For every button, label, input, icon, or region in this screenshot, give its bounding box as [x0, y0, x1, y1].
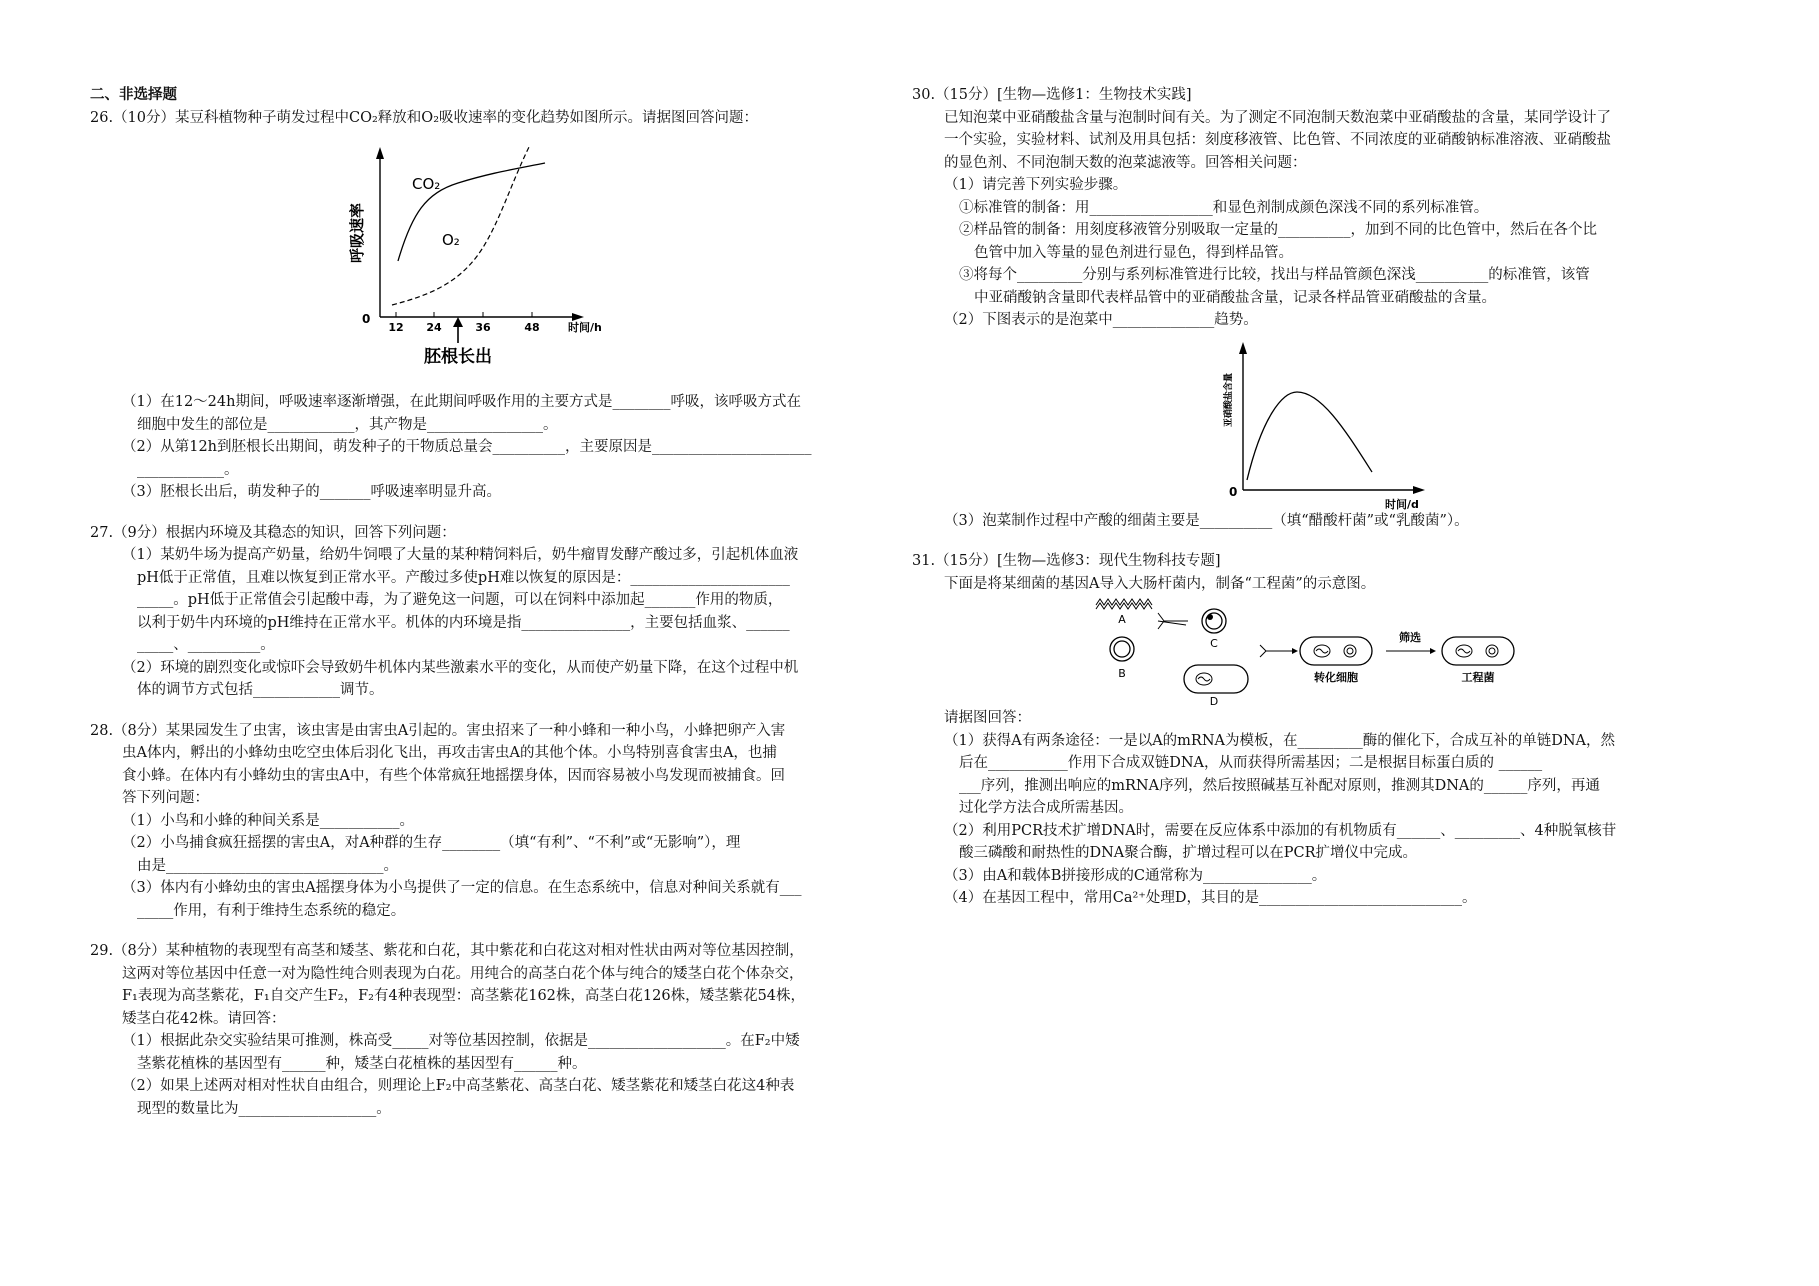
arrow-to-transformed	[1260, 645, 1266, 657]
q28-stem-line2: 虫A体内，孵出的小蜂幼虫吃空虫体后羽化飞出，再攻击害虫A的其他个体。小鸟特别喜食害虫A，也捕	[122, 745, 777, 761]
origin-label: 0	[1229, 484, 1238, 499]
q27-p1-line3: _____。pH低于正常值会引起酸中毒，为了避免这一问题，可以在饲料中添加起_______作用的物质，	[137, 592, 783, 608]
q30-step1: ①标准管的制备：用_________________和显色剂制成颜色深浅不同的系列标准管。	[959, 199, 1489, 216]
q29-p2-line2: 现型的数量比为___________________。	[137, 1100, 391, 1117]
q28-p2-line2: 由是______________________________。	[137, 857, 398, 874]
svg-text:呼吸速率: 呼吸速率	[348, 202, 366, 264]
y-axis-arrow	[1239, 342, 1247, 354]
q31-p1-line1: （1）获得A有两条途径：一是以A的mRNA为模板，在_________酶的催化下，合成互补的单链DNA，然	[944, 732, 1616, 749]
x-axis-label: 时间/h	[568, 321, 602, 334]
label-engineered: 工程菌	[1461, 671, 1495, 684]
q30-p1: （1）请完善下列实验步骤。	[944, 177, 1128, 193]
x-axis-arrow	[572, 313, 584, 321]
engineered-bacteria-diagram	[912, 595, 1712, 707]
x-axis-label: 时间/d	[1385, 497, 1419, 510]
svg-text:亚硝酸盐含量: 亚硝酸盐含量	[1224, 372, 1234, 427]
q26-figure	[90, 129, 872, 391]
engineered-bacteria-icon	[1442, 637, 1514, 665]
q27-stem: 27.（9分）根据内环境及其稳态的知识，回答下列问题：	[90, 524, 456, 541]
nitrite-curve	[1247, 392, 1372, 480]
q27-p1-line4: 以利于奶牛内环境的pH维持在正常水平。机体的内环境是指_______________，主要包括血浆、______	[137, 614, 790, 631]
q27-p1-line5: _____、__________。	[137, 637, 275, 653]
y-axis-arrow	[376, 147, 384, 159]
q30-intro-line2: 一个实验，实验材料、试剂及用具包括：刻度移液管、比色管、不同浓度的亚硝酸钠标准溶液、亚硝酸盐	[944, 132, 1611, 148]
right-column	[912, 84, 1712, 910]
q30-step2-line1: ②样品管的制备：用刻度移液管分别吸取一定量的__________，加到不同的比色管中，然后在各个比	[959, 222, 1597, 238]
o2-label: O₂	[442, 231, 460, 249]
q29-stem-line3: F₁表现为高茎紫花，F₁自交产生F₂，F₂有4种表现型：高茎紫花162株，高茎白花126株，矮茎紫花54株，	[122, 988, 806, 1004]
q26-p2-line1: （2）从第12h到胚根长出期间，萌发种子的干物质总量会__________，主要原因是______________________	[122, 439, 812, 455]
o2-curve	[392, 145, 530, 305]
q31-p2-line1: （2）利用PCR技术扩增DNA时，需要在反应体系中添加的有机物质有______、_________、4种脱氧核苷	[944, 822, 1617, 839]
q28-p3-line2: _____作用，有利于维持生态系统的稳定。	[137, 902, 406, 919]
q30-stem: 30.（15分）[生物—选修1：生物技术实践]	[912, 87, 1192, 103]
tick-24: 24	[426, 321, 442, 334]
q29-p1-line1: （1）根据此杂交实验结果可推测，株高受_____对等位基因控制，依据是___________________。在F₂中矮	[122, 1033, 800, 1049]
q31-stem: 31.（15分）[生物—选修3：现代生物科技专题]	[912, 553, 1221, 569]
section-title: 二、非选择题	[90, 86, 177, 103]
q27-p2-line2: 体的调节方式包括____________调节。	[137, 682, 384, 698]
q27-p1-line2: pH低于正常值，且难以恢复到正常水平。产酸过多使pH难以恢复的原因是：______________________	[137, 569, 790, 586]
q31-p1-line3: ___序列，推测出响应的mRNA序列，然后按照碱基互补配对原则，推测其DNA的______序列，再通	[959, 777, 1600, 794]
respiration-rate-chart	[90, 129, 872, 391]
q26-stem: 26.（10分）某豆科植物种子萌发过程中CO₂释放和O₂吸收速率的变化趋势如图所示。请据图回答问题：	[90, 109, 759, 126]
q29-p2-line1: （2）如果上述两对相对性状自由组合，则理论上F₂中高茎紫花、高茎白花、矮茎紫花和矮茎白花这4种表	[122, 1078, 795, 1094]
tick-48: 48	[524, 321, 540, 334]
transformed-cell-icon	[1300, 637, 1372, 665]
origin-label: 0	[362, 312, 371, 326]
q28-stem-line3: 食小蜂。在体内有小蜂幼虫的害虫A中，有些个体常疯狂地摇摆身体，因而容易被小鸟发现而被捕食。回	[122, 767, 785, 784]
q31-p3: （3）由A和载体B拼接形成的C通常称为_______________。	[944, 867, 1327, 884]
q30-step3-line2: 中亚硝酸钠含量即代表样品管中的亚硝酸盐含量，记录各样品管亚硝酸盐的含量。	[974, 289, 1496, 306]
label-b: B	[1118, 667, 1126, 680]
q31-prompt: 请据图回答：	[944, 710, 1031, 726]
q31-intro: 下面是将某细菌的基因A导入大肠杆菌内，制备“工程菌”的示意图。	[944, 575, 1376, 592]
cell-d-icon	[1184, 665, 1248, 693]
q31-p1-line4: 过化学方法合成所需基因。	[959, 800, 1133, 816]
q30-p3: （3）泡菜制作过程中产酸的细菌主要是__________（填“醋酸杆菌”或“乳酸菌”）。	[944, 512, 1469, 529]
label-a: A	[1118, 613, 1126, 626]
q28-p2-line1: （2）小鸟捕食疯狂摇摆的害虫A，对A种群的生存________（填“有利”、“不利”或“无影响”），理	[122, 835, 741, 851]
tick-36: 36	[475, 321, 491, 334]
q30-intro-line3: 的显色剂、不同泡制天数的泡菜滤液等。回答相关问题：	[944, 154, 1307, 171]
label-screen: 筛选	[1399, 631, 1421, 644]
q31-p2-line2: 酸三磷酸和耐热性的DNA聚合酶，扩增过程可以在PCR扩增仪中完成。	[959, 845, 1418, 861]
q27-p2-line1: （2）环境的剧烈变化或惊吓会导致奶牛机体内某些激素水平的变化，从而使产奶量下降，在这个过程中机	[122, 659, 799, 676]
q31-figure	[912, 595, 1712, 707]
q30-figure	[912, 332, 1712, 510]
q31-p4: （4）在基因工程中，常用Ca²⁺处理D，其目的是____________________________。	[944, 890, 1477, 906]
q29-stem-line1: 29.（8分）某种植物的表现型有高茎和矮茎、紫花和白花，其中紫花和白花这对相对性状由两对等位基因控制，	[90, 943, 804, 959]
tick-12: 12	[388, 321, 404, 334]
q28-p3-line1: （3）体内有小蜂幼虫的害虫A摇摆身体为小鸟提供了一定的信息。在生态系统中，信息对种间关系就有___	[122, 880, 802, 896]
y-axis-label	[348, 203, 366, 263]
radicle-caption: 胚根长出	[424, 347, 492, 367]
q28-stem-line4: 答下列问题：	[122, 790, 209, 806]
q29-stem-line4: 矮茎白花42株。请回答：	[122, 1010, 286, 1027]
gene-a-zigzag	[1096, 599, 1152, 605]
label-transformed: 转化细胞	[1314, 671, 1358, 684]
q28-stem-line1: 28.（8分）某果园发生了虫害，该虫害是由害虫A引起的。害虫招来了一种小蜂和一种小鸟，小蜂把卵产入害	[90, 722, 786, 739]
q27-p1-line1: （1）某奶牛场为提高产奶量，给奶牛饲喂了大量的某种精饲料后，奶牛瘤胃发酵产酸过多，引起机体血液	[122, 547, 799, 563]
q30-intro-line1: 已知泡菜中亚硝酸盐含量与泡制时间有关。为了测定不同泡制天数泡菜中亚硝酸盐的含量，某同学设计了	[944, 109, 1611, 126]
co2-label: CO₂	[412, 175, 441, 193]
q28-p1: （1）小鸟和小蜂的种间关系是___________。	[122, 812, 414, 829]
q30-step3-line1: ③将每个_________分别与系列标准管进行比较，找出与样品管颜色深浅__________的标准管，该管	[959, 267, 1590, 283]
q31-p1-line2: 后在___________作用下合成双链DNA，从而获得所需基因；二是根据目标蛋白质的 ______	[959, 755, 1543, 771]
left-column	[90, 84, 872, 1120]
q30-step2-line2: 色管中加入等量的显色剂进行显色，得到样品管。	[974, 244, 1293, 261]
q26-p2-line2: ____________。	[137, 461, 239, 478]
label-d: D	[1209, 695, 1219, 707]
q30-p2: （2）下图表示的是泡菜中______________趋势。	[944, 312, 1258, 328]
q29-stem-line2: 这两对等位基因中任意一对为隐性纯合则表现为白花。用纯合的高茎白花个体与纯合的矮茎白花个体杂交，	[122, 965, 804, 982]
q26-p3: （3）胚根长出后，萌发种子的_______呼吸速率明显升高。	[122, 484, 501, 500]
label-c: C	[1210, 637, 1218, 650]
y-axis-label	[1222, 372, 1234, 426]
q26-p1-line1: （1）在12～24h期间，呼吸速率逐渐增强，在此期间呼吸作用的主要方式是________呼吸，该呼吸方式在	[122, 394, 801, 410]
x-axis-arrow	[1413, 486, 1425, 494]
q26-p1-line2: 细胞中发生的部位是____________，其产物是________________。	[137, 416, 558, 433]
q29-p1-line2: 茎紫花植株的基因型有______种，矮茎白花植株的基因型有______种。	[137, 1055, 587, 1072]
nitrite-trend-chart	[912, 332, 1712, 510]
